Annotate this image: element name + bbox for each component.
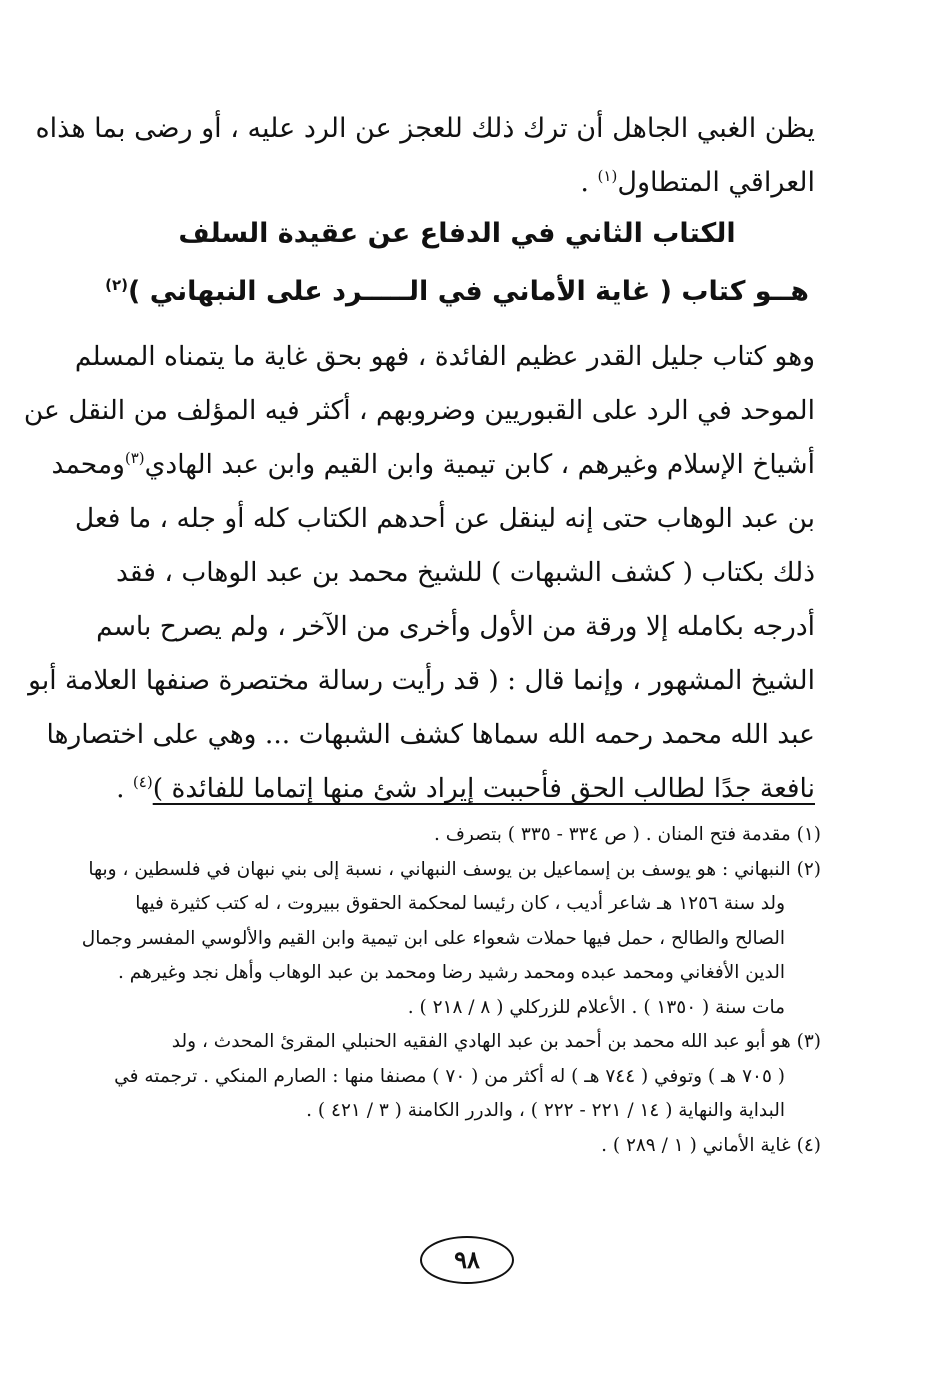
text-line <box>99 156 815 210</box>
page-number: ٩٨ <box>420 1236 514 1284</box>
footnote-3-cont: ( ٧٠٥ هـ ) وتوفي ( ٧٤٤ هـ ) له أكثر من ( ٧٠ ) مصنفا منها : الصارم المنكي . ترجمته في <box>114 1065 785 1087</box>
line-text: نافعة جدًا لطالب الحق فأحببت إيراد شئ منها إتماما للفائدة ) <box>152 773 815 804</box>
footnote-ref: (١) <box>597 167 618 185</box>
footnote-3-cont: البداية والنهاية ( ١٤ / ٢٢١ - ٢٢٢ ) ، والدرر الكامنة ( ٣ / ٤٢١ ) . <box>306 1100 785 1121</box>
footnote-3: (٣) هو أبو عبد الله محمد بن أحمد بن عبد الهادي الفقيه الحنبلي المقرئ المحدث ، ولد <box>171 1031 821 1052</box>
section-heading: الكتاب الثاني في الدفاع عن عقيدة السلف <box>178 218 736 249</box>
line-text: العراقي المتطاول <box>617 167 815 198</box>
footnote-2-cont: الدين الأفغاني ومحمد عبده ومحمد رشيد رضا ومحمد بن عبد الوهاب وأهل نجد وغيرهم . <box>117 962 785 983</box>
book-title-heading <box>99 276 815 307</box>
footnote-2-cont: ولد سنة ١٢٥٦ هـ شاعر أديب ، كان رئيسا لمحكمة الحقوق ببيروت ، له كتب كثيرة فيها <box>135 893 785 914</box>
line-end: . <box>116 773 133 804</box>
text-line: بن عبد الوهاب حتى إنه لينقل عن أحدهم الكتاب كله أو جله ، ما فعل <box>74 503 815 534</box>
footnote-2-cont: الصالح والطالح ، حمل فيها حملات شعواء على ابن تيمية وابن القيم والألوسي المفسر وجمال <box>81 927 785 949</box>
footnote-4: (٤) غاية الأماني ( ١ / ٢٨٩ ) . <box>601 1134 821 1156</box>
footnote-2: (٢) النبهاني : هو يوسف بن إسماعيل بن يوسف النبهاني ، نسبة إلى بني نبهان في فلسطين ، وبها <box>88 858 821 880</box>
footnote-ref: (٤) <box>132 773 153 792</box>
line-text: يظن الغبي الجاهل أن ترك ذلك للعجز عن الرد عليه ، أو رضى بما هذاه <box>35 113 815 144</box>
text-line: الشيخ المشهور ، وإنما قال : ( قد رأيت رسالة مختصرة صنفها العلامة أبو <box>28 665 815 696</box>
text-line <box>51 438 815 492</box>
footnote-2-cont: مات سنة ( ١٣٥٠ ) . الأعلام للزركلي ( ٨ / ٢١٨ ) . <box>407 996 785 1018</box>
text-line: وهو كتاب جليل القدر عظيم الفائدة ، فهو بحق غاية ما يتمناه المسلم <box>74 341 815 372</box>
footnote-1: (١) مقدمة فتح المنان . ( ص ٣٣٤ - ٣٣٥ ) بتصرف . <box>433 824 821 845</box>
footnote-ref: (٢) <box>105 276 128 294</box>
footnotes <box>81 818 821 1163</box>
line-text: ومحمد <box>51 449 125 480</box>
text-line: ذلك بكتاب ( كشف الشبهات ) للشيخ محمد بن عبد الوهاب ، فقد <box>115 557 815 588</box>
text-line: أدرجه بكامله إلا ورقة من الأول وأخرى من الآخر ، ولم يصرح باسم <box>96 611 815 642</box>
text-line: الموحد في الرد على القبوريين وضروبهم ، أكثر فيه المؤلف من النقل عن <box>23 395 815 426</box>
continued-text <box>35 102 815 210</box>
text-line <box>99 762 815 816</box>
heading-text: هــو كتاب ( غاية الأماني في الـــــرد على النبهاني ) <box>127 276 809 307</box>
footnote-ref: (٣) <box>124 449 145 468</box>
text-line: عبد الله محمد رحمه الله سماها كشف الشبهات ... وهي على اختصارها <box>46 719 815 750</box>
line-end: . <box>580 167 598 198</box>
line-text: أشياخ الإسلام وغيرهم ، كابن تيمية وابن القيم وابن عبد الهادي <box>144 449 815 480</box>
main-paragraph <box>23 330 815 816</box>
text-line <box>35 102 815 156</box>
